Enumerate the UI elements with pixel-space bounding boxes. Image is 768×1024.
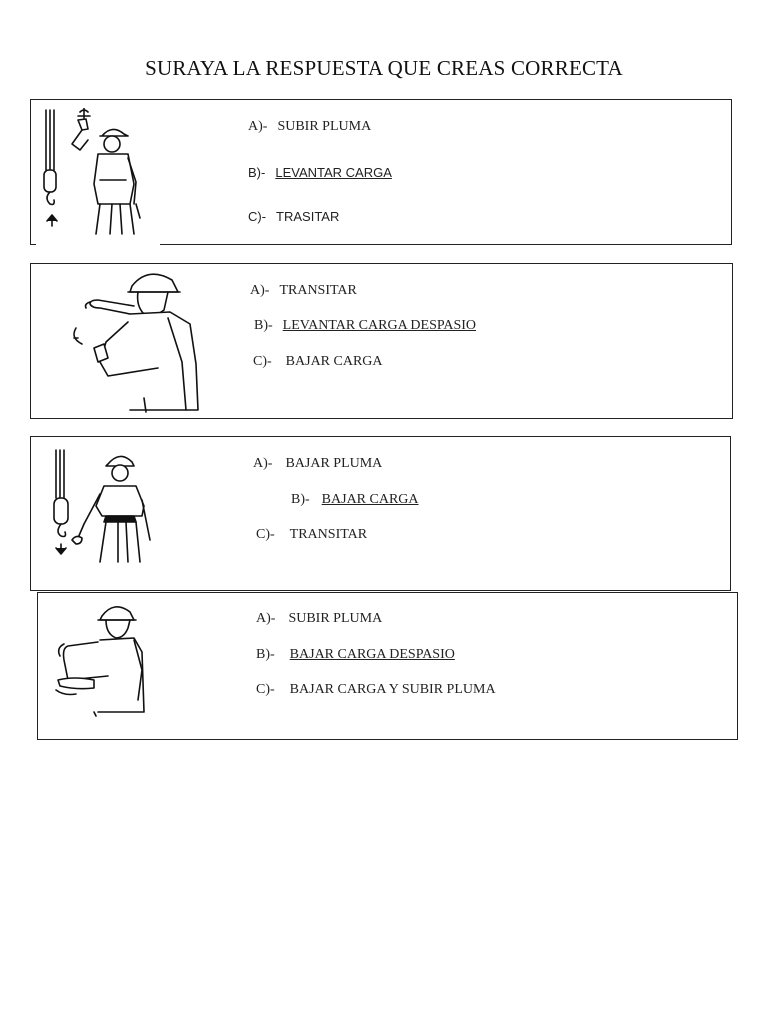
option-letter: C)-	[256, 527, 275, 542]
option-q4-c[interactable]	[256, 682, 496, 698]
option-text: BAJAR CARGA DESPASIO	[289, 647, 455, 662]
option-q4-b[interactable]	[256, 647, 455, 663]
option-q3-b[interactable]	[291, 492, 419, 508]
option-q2-a[interactable]	[250, 283, 357, 299]
crane-signal-move-slowly-icon	[50, 600, 150, 718]
option-q1-a[interactable]	[248, 119, 371, 135]
crane-signal-lower-boom-icon	[48, 448, 158, 566]
option-letter: A)-	[253, 456, 273, 471]
option-letter: C)-	[256, 682, 275, 697]
box-gap	[36, 240, 160, 248]
option-q4-a[interactable]	[256, 611, 382, 627]
option-letter: A)-	[250, 283, 270, 298]
option-q3-c[interactable]	[256, 527, 367, 543]
option-text: TRASITAR	[276, 209, 340, 224]
page-title: SURAYA LA RESPUESTA QUE CREAS CORRECTA	[145, 56, 623, 80]
option-q1-c[interactable]	[248, 209, 339, 224]
option-text: LEVANTAR CARGA	[275, 165, 392, 180]
option-letter: B)-	[291, 492, 310, 507]
option-text: BAJAR PLUMA	[285, 456, 383, 471]
option-text: LEVANTAR CARGA DESPASIO	[282, 318, 477, 333]
option-q1-b[interactable]	[248, 165, 392, 180]
crane-signal-travel-icon	[68, 266, 204, 416]
option-letter: C)-	[253, 354, 272, 369]
option-text: BAJAR CARGA	[321, 492, 419, 507]
option-letter: B)-	[254, 318, 273, 333]
option-letter: B)-	[248, 165, 266, 180]
option-letter: C)-	[248, 209, 267, 224]
option-q3-a[interactable]	[253, 456, 382, 472]
option-q2-c[interactable]	[253, 354, 383, 370]
option-text: BAJAR CARGA	[285, 354, 383, 369]
option-text: SUBIR PLUMA	[288, 611, 383, 626]
option-text: TRANSITAR	[289, 527, 368, 542]
option-text: TRANSITAR	[279, 283, 357, 298]
option-letter: A)-	[248, 119, 268, 134]
option-q2-b[interactable]	[254, 318, 476, 334]
option-letter: B)-	[256, 647, 275, 662]
option-text: BAJAR CARGA Y SUBIR PLUMA	[289, 682, 496, 697]
option-text: SUBIR PLUMA	[277, 119, 372, 134]
crane-signal-raise-boom-icon	[40, 108, 150, 238]
option-letter: A)-	[256, 611, 276, 626]
